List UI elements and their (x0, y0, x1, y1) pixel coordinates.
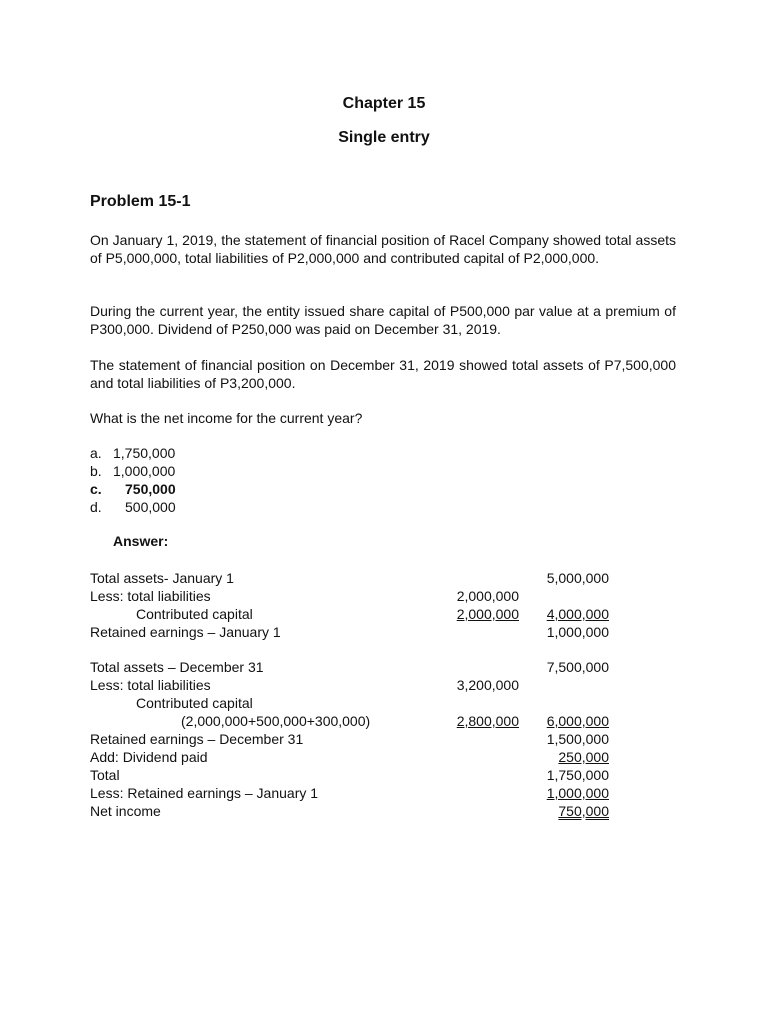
net-income-total: 750,000 (558, 803, 609, 819)
table-row (90, 623, 620, 641)
choice-b (90, 462, 176, 480)
row-label: Net income (90, 803, 161, 819)
choice-value: 1,000,000 (113, 463, 176, 479)
table-row (90, 605, 620, 623)
computation-section-2 (90, 658, 620, 820)
row-amount: 3,200,000 (456, 677, 519, 693)
problem-title: Problem 15-1 (90, 193, 191, 210)
choice-c (90, 480, 176, 498)
problem-paragraph-1: On January 1, 2019, the statement of financial position of Racel Company showed total assets of P5,000,000, total liabilities of P2,000,000 and contributed capital of P2,000,000. (90, 232, 676, 266)
table-row (90, 676, 620, 694)
row-amount: 2,000,000 (456, 606, 519, 622)
chapter-title: Chapter 15 (342, 95, 426, 112)
table-row (90, 766, 620, 784)
row-label: Total assets- January 1 (90, 570, 234, 586)
chapter-subtitle: Single entry (338, 129, 430, 146)
question-text: What is the net income for the current year? (90, 410, 363, 426)
table-row (90, 658, 620, 676)
choice-value: 750,000 (125, 481, 176, 497)
row-total: 250,000 (558, 749, 609, 765)
choice-letter: d. (90, 499, 102, 515)
table-row (90, 712, 620, 730)
row-label: Less: total liabilities (90, 588, 211, 604)
row-total: 7,500,000 (546, 659, 609, 675)
table-row (90, 730, 620, 748)
row-total: 1,000,000 (546, 785, 609, 801)
table-row (90, 694, 620, 712)
table-row (90, 802, 620, 820)
choice-a (90, 444, 176, 462)
row-label: Retained earnings – December 31 (90, 731, 304, 747)
row-label: Contributed capital (136, 606, 253, 622)
table-row (90, 784, 620, 802)
row-label: Less: total liabilities (90, 677, 211, 693)
row-label: Retained earnings – January 1 (90, 624, 281, 640)
row-total: 1,500,000 (546, 731, 609, 747)
row-amount: 2,800,000 (456, 713, 519, 729)
row-total: 1,750,000 (546, 767, 609, 783)
problem-paragraph-3: The statement of financial position on December 31, 2019 showed total assets of P7,500,000 and total liabilities of P3,200,000. (90, 357, 676, 391)
table-row (90, 587, 620, 605)
row-label: Add: Dividend paid (90, 749, 208, 765)
problem-paragraph-2: During the current year, the entity issued share capital of P500,000 par value at a premium of P300,000. Dividend of P250,000 was paid on December 31, 2019. (90, 303, 676, 337)
row-label: Contributed capital (136, 695, 253, 711)
choice-value: 500,000 (125, 499, 176, 515)
row-amount: 2,000,000 (456, 588, 519, 604)
table-row (90, 748, 620, 766)
row-total: 5,000,000 (546, 570, 609, 586)
row-total: 6,000,000 (546, 713, 609, 729)
computation-section-1 (90, 569, 620, 641)
answer-choices (90, 444, 176, 516)
choice-letter: c. (90, 481, 102, 497)
row-label: Total assets – December 31 (90, 659, 264, 675)
choice-value: 1,750,000 (113, 445, 176, 461)
row-label: Total (90, 767, 120, 783)
row-label: (2,000,000+500,000+300,000) (181, 713, 371, 729)
table-row (90, 569, 620, 587)
choice-letter: b. (90, 463, 102, 479)
answer-label: Answer: (113, 533, 169, 549)
row-total: 4,000,000 (546, 606, 609, 622)
choice-letter: a. (90, 445, 102, 461)
row-label: Less: Retained earnings – January 1 (90, 785, 319, 801)
row-total: 1,000,000 (546, 624, 609, 640)
choice-d (90, 498, 176, 516)
